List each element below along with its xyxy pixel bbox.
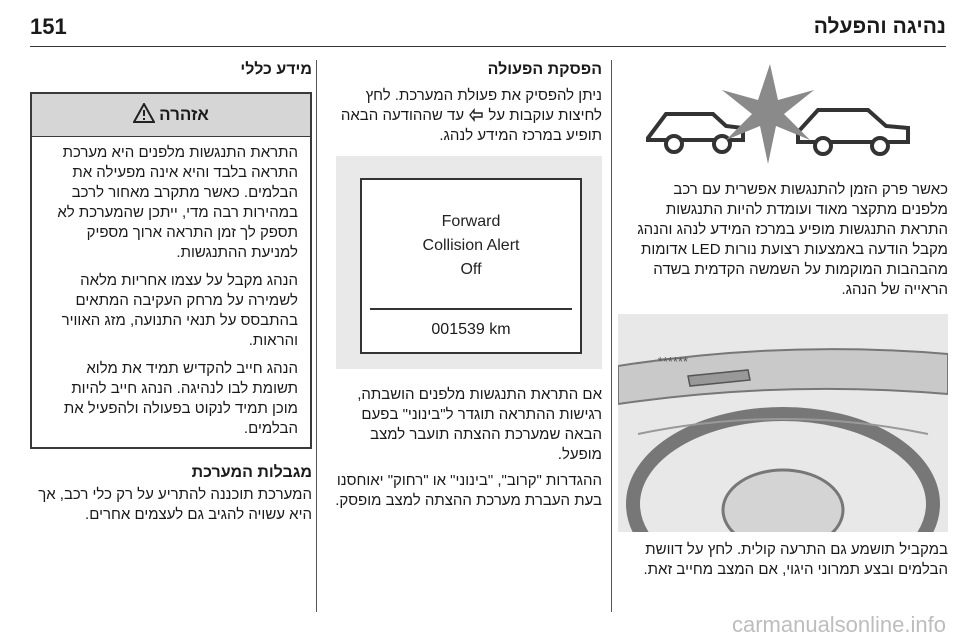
warning-title: אזהרה	[159, 105, 209, 124]
car-collision-icon	[618, 60, 948, 172]
middle-para-2: אם התראת התנגשות מלפנים הושבתה, רגישות ההתראה תוגדר ל"בינוני" בפעם הבאה שמערכת ההצתה תועבר למצב מופעל.	[357, 386, 602, 463]
right-para-2: במקביל תושמע גם התרעה קולית. לחץ על דוושת הבלמים ובצע תמרוני היגוי, אם המצב מחייב זאת.	[643, 541, 948, 578]
watermark: carmanualsonline.info	[731, 612, 946, 637]
dashboard-led-icon	[618, 314, 948, 532]
left-column	[30, 60, 312, 525]
section-title-general: מידע כללי	[240, 61, 312, 78]
svg-text:******: ******	[657, 354, 688, 369]
middle-para-3: ההגדרות "קרוב", "בינוני" או "רחוק" יאוחסנו בעת העברת מערכת ההצתה למצב מופסק.	[335, 472, 602, 509]
page-header	[30, 14, 946, 44]
display-divider	[370, 308, 572, 310]
warning-box	[30, 92, 312, 449]
display-odometer: 001539 km	[431, 321, 511, 338]
display-line-2: Collision Alert	[422, 237, 520, 254]
right-column	[618, 60, 948, 580]
middle-column	[322, 60, 602, 511]
middle-para-1-start: ניתן להפסיק את פעולת המערכת. לחץ לחיצות עוקבות על	[365, 87, 602, 124]
display-line-1: Forward	[441, 213, 501, 230]
display-line-3: Off	[460, 261, 482, 278]
warning-header	[32, 94, 310, 137]
warning-body	[32, 137, 310, 447]
warning-para-2: הנהג מקבל על עצמו אחריות מלאה לשמירה על מרחק העקיבה המתאים בהתבסס על תנאי התנועה, מזג האוויר והראות.	[61, 272, 298, 349]
warning-triangle-icon	[133, 103, 155, 128]
steering-wheel-button-icon	[464, 107, 484, 124]
warning-para-1: התראת התנגשות מלפנים היא מערכת התראה בלבד והיא אינה מפעילה את הבלמים. כאשר מתקרב מאחור לרכב במהירות רבה מדי, ייתכן שהמערכת לא תספק לך זמן התראה ארוך מספיק למניעת ההתנגשות.	[57, 144, 298, 261]
chapter-title: נהיגה והפעלה	[813, 15, 946, 38]
warning-para-3: הנהג חייב להקדיש תמיד את מלוא תשומת לבו לנהיגה. הנהג חייב להיות מוכן תמיד לנקוט בפעולה ולהפעיל את הבלמים.	[63, 360, 298, 437]
right-para-1: כאשר פרק הזמן להתנגשות אפשרית עם רכב מלפנים מתקצר מאוד ועומדת להיות התנגשות התראת התנגשות מופיע במרכז המידע לנהג והנהג מקבל הודעה באמצעות רצועת נורות LED אדומות מהבהבות המוקמות על השמשה הקדמית בשדה הראייה של הנהג.	[637, 181, 948, 298]
section-title-disable: הפסקת הפעולה	[487, 61, 602, 78]
header-rule	[30, 46, 946, 47]
collision-illustration	[618, 60, 948, 172]
instrument-display-figure	[336, 156, 602, 369]
limits-text: המערכת תוכננה להתריע על רק כלי רכב, אך היא עשויה להגיב גם לעצמים אחרים.	[38, 486, 312, 523]
section-title-limits: מגבלות המערכת	[191, 464, 312, 481]
middle-para-1-end: עד שההודעה הבאה תופיע במרכז המידע לנהג.	[340, 107, 602, 144]
page-number: 151	[30, 14, 67, 39]
middle-para-1	[322, 86, 602, 146]
driver-info-screen	[360, 178, 582, 354]
column-divider-right	[611, 60, 612, 612]
column-divider-left	[316, 60, 317, 612]
windshield-illustration	[618, 314, 948, 532]
